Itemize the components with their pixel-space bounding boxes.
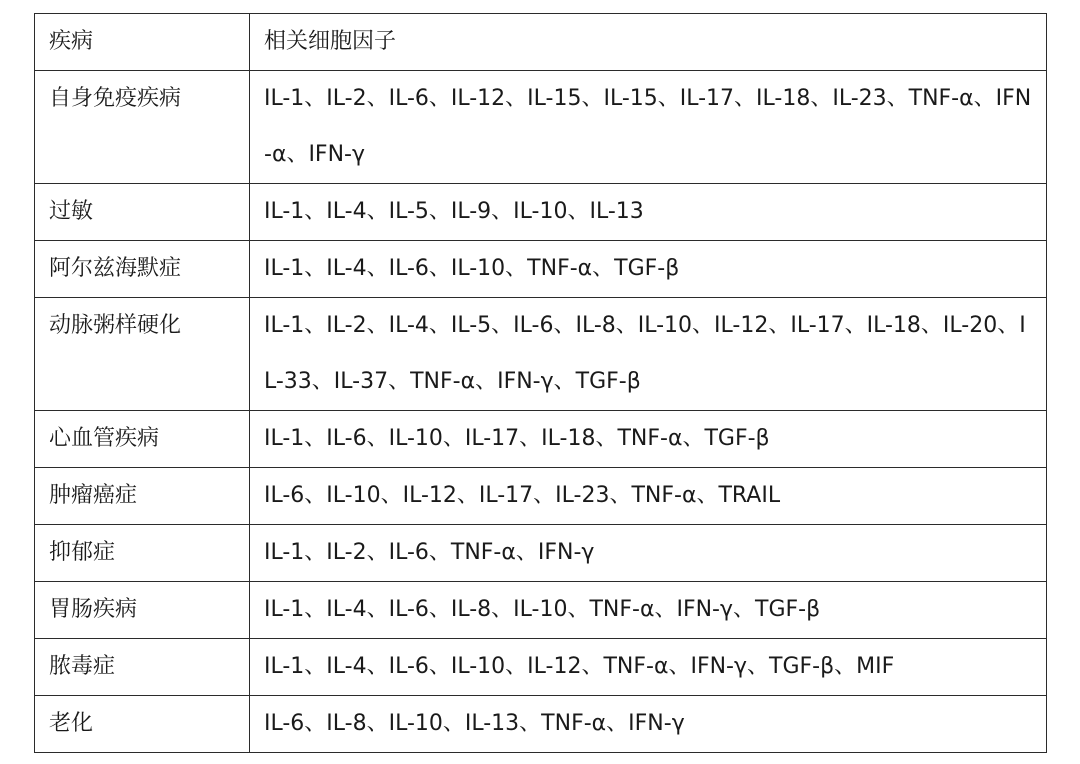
cytokines-cell: IL-1、IL-4、IL-6、IL-10、TNF-α、TGF-β	[250, 241, 1047, 298]
header-cytokines: 相关细胞因子	[250, 14, 1047, 71]
table-row	[35, 241, 1047, 298]
table-row	[35, 582, 1047, 639]
disease-cell: 心血管疾病	[35, 411, 250, 468]
disease-cytokine-table	[34, 13, 1047, 753]
table-row	[35, 411, 1047, 468]
cytokines-cell: IL-1、IL-2、IL-4、IL-5、IL-6、IL-8、IL-10、IL-12、IL-17、IL-18、IL-20、IL-33、IL-37、TNF-α、IFN-γ、TGF-β	[250, 298, 1047, 411]
cytokines-cell: IL-1、IL-6、IL-10、IL-17、IL-18、TNF-α、TGF-β	[250, 411, 1047, 468]
cytokines-cell: IL-6、IL-8、IL-10、IL-13、TNF-α、IFN-γ	[250, 696, 1047, 753]
disease-cell: 脓毒症	[35, 639, 250, 696]
table-row	[35, 71, 1047, 184]
disease-cell: 肿瘤癌症	[35, 468, 250, 525]
table-row	[35, 468, 1047, 525]
table-row	[35, 639, 1047, 696]
table-row	[35, 184, 1047, 241]
table-row	[35, 525, 1047, 582]
disease-cell: 动脉粥样硬化	[35, 298, 250, 411]
disease-cell: 自身免疫疾病	[35, 71, 250, 184]
cytokines-cell: IL-1、IL-2、IL-6、IL-12、IL-15、IL-15、IL-17、IL-18、IL-23、TNF-α、IFN-α、IFN-γ	[250, 71, 1047, 184]
cytokines-cell: IL-6、IL-10、IL-12、IL-17、IL-23、TNF-α、TRAIL	[250, 468, 1047, 525]
table-header-row	[35, 14, 1047, 71]
table-row	[35, 298, 1047, 411]
header-disease: 疾病	[35, 14, 250, 71]
disease-cell: 过敏	[35, 184, 250, 241]
disease-cell: 阿尔兹海默症	[35, 241, 250, 298]
table-row	[35, 696, 1047, 753]
cytokines-cell: IL-1、IL-2、IL-6、TNF-α、IFN-γ	[250, 525, 1047, 582]
cytokines-cell: IL-1、IL-4、IL-6、IL-10、IL-12、TNF-α、IFN-γ、TGF-β、MIF	[250, 639, 1047, 696]
disease-cell: 抑郁症	[35, 525, 250, 582]
cytokines-cell: IL-1、IL-4、IL-5、IL-9、IL-10、IL-13	[250, 184, 1047, 241]
disease-cell: 老化	[35, 696, 250, 753]
disease-cell: 胃肠疾病	[35, 582, 250, 639]
cytokines-cell: IL-1、IL-4、IL-6、IL-8、IL-10、TNF-α、IFN-γ、TGF-β	[250, 582, 1047, 639]
